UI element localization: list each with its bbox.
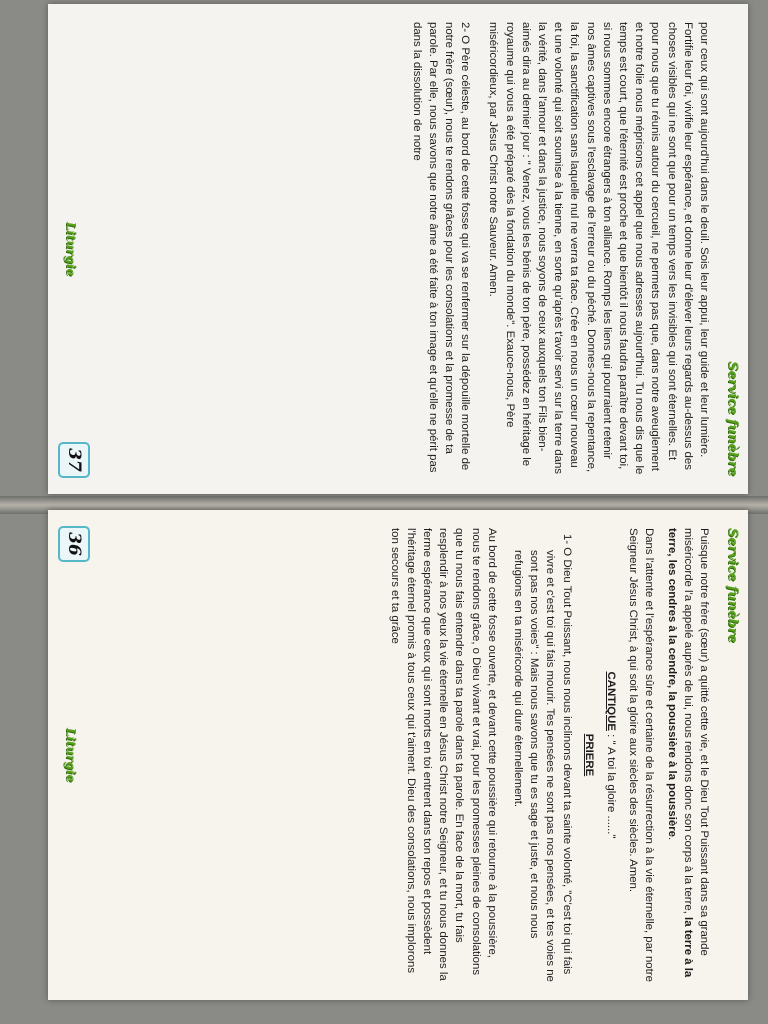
canticle-text: : " A toi la gloire ......" bbox=[604, 730, 617, 839]
paragraph: Dans l'attente et l'espérance sûre et certaine de la résurrection à la vie éternelle, par notre Seigneur Jésus Christ, à qui soit la gloire aux siècles des siècles. Amen. bbox=[627, 528, 656, 982]
page-footer bbox=[58, 4, 92, 494]
paragraph bbox=[663, 528, 712, 982]
canticle-label: CANTIQUE bbox=[604, 671, 617, 731]
running-head: Service funèbre bbox=[725, 361, 740, 476]
page-body bbox=[380, 528, 712, 982]
page-number: 37 bbox=[58, 442, 90, 478]
footer-mark: Liturgie bbox=[64, 221, 78, 277]
footer-mark: Liturgie bbox=[64, 727, 78, 783]
paragraph: 2- O Père céleste, au bord de cette fosse qui va se renfermer sur la dépouille mortelle de notre frère (sœur), nous te rendons grâces pour les consolations et la promesse de ta parole. Par elle, nous savons que notre âme a été faite à ton image et qu'elle ne périt pas dans la dissolution de notre bbox=[410, 22, 472, 473]
canticle-line bbox=[603, 528, 619, 982]
page-36 bbox=[48, 510, 748, 1000]
page-number: 36 bbox=[58, 526, 90, 562]
page-body bbox=[402, 22, 712, 476]
running-head: Service funèbre bbox=[725, 528, 740, 643]
prayer-item: 1- O Dieu Tout Puissant, nous nous inclinons devant ta sainte volonté, "C'est toi qui fais vivre et c'est toi qui fais mourir. Tes pensées ne sont pas nos pensées, et tes voies ne sont pas nos voies" : Mais nous savons que tu es sage et juste, et nous nous refugions en ta miséricorde qui dure éternellement. bbox=[511, 534, 573, 982]
page-37 bbox=[48, 4, 748, 494]
text-run: Puisque notre frère (sœur) a quitté cette vie, et le Dieu Tout Puissant dans sa grande miséricorde l'a appelé auprès de lui, nous rendons donc son corps à la terre, bbox=[681, 528, 710, 956]
paragraph: Au bord de cette fosse ouverte, et devant cette poussière qui retourne à la poussière, nous te rendons grâce, o Dieu vivant et vrai, pour les promesses pleines de consolations que tu nous fais entendre dans ta parole dans ta parole. En face de la mort, tu fais resplendir à nos yeux la vie éternelle en Jésus Christ notre Seigneur, et tu nous donnes la ferme espérance que ceux qui sont morts en toi entrent dans ton repos et possèdent l'héritage éternel promis à tous ceux qui t'aiment. Dieu des consolations, nous implorons ton secours et ta grâce bbox=[388, 528, 498, 981]
text-run: . bbox=[665, 836, 678, 841]
prayer-heading: PRIERE bbox=[582, 733, 595, 777]
page-footer bbox=[58, 510, 92, 1000]
bold-text-run: la terre à la terre, les cendres à la cendre, la poussière à la poussière bbox=[665, 528, 694, 978]
paragraph: pour ceux qui sont aujourd'hui dans le deuil. Sois leur appui, leur guide et leur lumière. Fortifie leur foi, vivifie leur espérance, et donne leur d'élever leurs regards au-dessus des choses visibles qui ne sont que pour un temps vers les invisibles qui sont éternelles. Et pour nous que tu réunis autour du cercueil, ne permets pas que, dans notre aveuglement et notre folie nous méprisons cet appel que nous adresses aujourd'hui. Tu nous dis que le temps est court, que l'éternité est proche et que bientôt il nous faudra paraître devant toi, si nous sommes encore étrangers à ton alliance. Romps les liens qui pourraient retenir nos âmes captives sous l'esclavage de l'erreur ou du péché. Donnes-nous la repentance, la foi, la sanctification sans laquelle nul ne verra ta face. Crée en nous un cœur nouveau et une volonté qui soit soumise à la tienne, en sorte qu'après t'avoir servi sur la terre dans la vérité, dans l'amour et dans la justice, nous soyons de ceux auxquels ton Fils bien-aimés dira au dernier jour : " Venez, vous les bénis de ton père, possédez en héritage le royaume qui vous a été préparé dès la fondation du monde". Exauce-nous, Père miséricordieux, par Jésus Christ notre Sauveur. Amen. bbox=[487, 22, 710, 475]
